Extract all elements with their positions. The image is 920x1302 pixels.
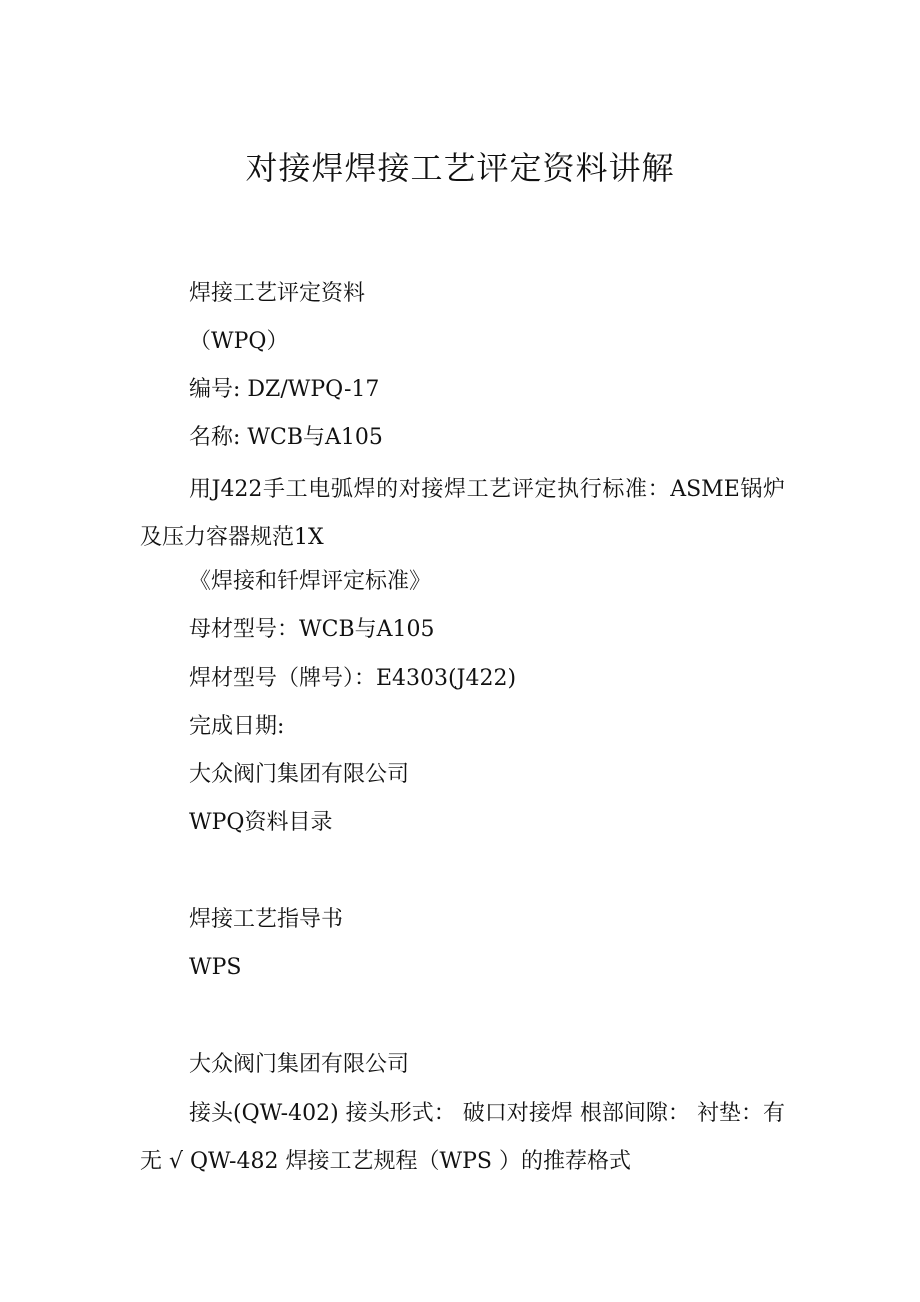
paragraph-name: 名称: WCB与A105 xyxy=(189,425,383,450)
paragraph-base-metal: 母材型号：WCB与A105 xyxy=(189,617,435,642)
paragraph-standard-title: 《焊接和钎焊评定标准》 xyxy=(189,569,432,594)
paragraph-wps-heading: 焊接工艺指导书 xyxy=(189,907,344,932)
paragraph-joint: 接头(QW-402) 接头形式： 破口对接焊 根部间隙： 衬垫：有 无 √ QW-482 焊接工艺规程（WPS ）的推荐格式 xyxy=(140,1101,785,1174)
document-title: 对接焊焊接工艺评定资料讲解 xyxy=(245,149,675,187)
paragraph-wpq-heading: 焊接工艺评定资料 xyxy=(189,281,366,306)
paragraph-wps-abbrev: WPS xyxy=(189,955,242,980)
paragraph-company: 大众阀门集团有限公司 xyxy=(189,762,410,787)
paragraph-wpq-contents: WPQ资料目录 xyxy=(189,810,333,835)
paragraph-number: 编号: DZ/WPQ-17 xyxy=(189,377,380,402)
paragraph-standard: 用J422手工电弧焊的对接焊工艺评定执行标准：ASME锅炉及压力容器规范1X xyxy=(140,477,785,550)
paragraph-wpq-abbrev: （WPQ） xyxy=(189,329,289,354)
paragraph-company-2: 大众阀门集团有限公司 xyxy=(189,1052,410,1077)
paragraph-filler-metal: 焊材型号（牌号）：E4303(J422) xyxy=(189,666,517,691)
paragraph-completion-date: 完成日期: xyxy=(189,714,285,739)
